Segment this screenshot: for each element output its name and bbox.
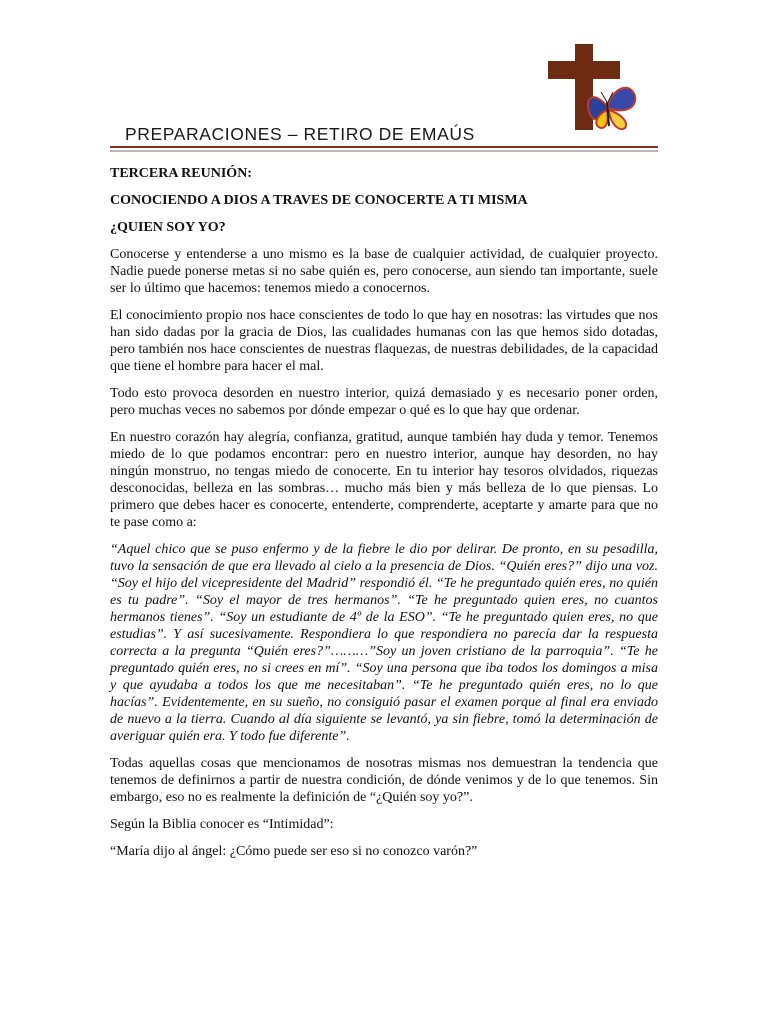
paragraph-1: Conocerse y entenderse a uno mismo es la base de cualquier actividad, de cualquier proyecto. Nadie puede ponerse metas si no sabe quién es, pero conocerse, aun siendo tan importante, suele ser lo último que hacemos: tenemos miedo a conocernos.	[110, 247, 658, 296]
quote-paragraph: “Aquel chico que se puso enfermo y de la fiebre le dio por delirar. De pronto, en su pesadilla, tuvo la sensación de que era llevado al cielo a la presencia de Dios. “Quién eres?” dijo una voz. “Soy el hijo del vicepresidente del Madrid” respondió él. “Te he preguntado quién eres, no quién es tu padre”. “Soy el mayor de tres hermanos”. “Te he preguntado quien eres, no cuantos hermanos tienes”. “Soy un estudiante de 4º de la ESO”. “Te he preguntado quien eres, no que estudias”. Y así sucesivamente. Respondiera lo que respondiera no parecía dar la respuesta correcta a la pregunta “Quién eres?”………”Soy un joven cristiano de la parroquia”. “Te he preguntado quién eres, no si crees en mí”. “Soy una persona que iba todos los domingos a misa y que ayudaba a todos los que me necesitaban”. “Te he preguntado quién eres, no lo que hacías”. Evidentemente, en su sueño, no consiguió pasar el examen porque al final era enviado de nuevo a la tierra. Cuando al día siguiente se levantó, ya sin fiebre, tomó la determinación de averiguar quién era. Y todo fue diferente”.	[110, 542, 658, 744]
page-header-title: PREPARACIONES – RETIRO DE EMAÚS	[125, 124, 475, 144]
section-question: ¿QUIEN SOY YO?	[110, 220, 226, 235]
butterfly-icon	[588, 88, 635, 129]
header-rule-red	[110, 146, 658, 148]
paragraph-3: Todo esto provoca desorden en nuestro interior, quizá demasiado y es necesario poner orden, pero muchas veces no sabemos por dónde empezar o qué es lo que hay que ordenar.	[110, 386, 658, 418]
section-subheading: CONOCIENDO A DIOS A TRAVES DE CONOCERTE A TI MISMA	[110, 193, 528, 208]
section-heading: TERCERA REUNIÓN:	[110, 166, 252, 181]
paragraph-4: En nuestro corazón hay alegría, confianza, gratitud, aunque también hay duda y temor. Tenemos miedo de lo que podamos encontrar: pero en nuestro interior, aunque hay desorden, no hay ningún monstruo, no tengas miedo de conocerte. En tu interior hay tesoros olvidados, riquezas desconocidas, belleza en las sombras… mucho más bien y más belleza de lo que piensas. Lo primero que debes hacer es conocerte, entenderte, comprenderte, aceptarte y amarte para que no te pase como a:	[110, 430, 658, 530]
paragraph-2: El conocimiento propio nos hace conscientes de todo lo que hay en nosotras: las virtudes que nos han sido dadas por la gracia de Dios, las cualidades humanas con las que hemos sido dotadas, pero también nos hace conscientes de nuestras flaquezas, de nuestras debilidades, de la capacidad que tiene el hombre para hacer el mal.	[110, 308, 658, 374]
paragraph-5: Todas aquellas cosas que mencionamos de nosotras mismas nos demuestran la tendencia que tenemos de definirnos a partir de nuestra condición, de dónde venimos y de lo que tenemos. Sin embargo, eso no es realmente la definición de “¿Quién soy yo?”.	[110, 756, 658, 805]
header-rule-gray	[110, 150, 658, 152]
document-body	[110, 165, 658, 870]
paragraph-7: “María dijo al ángel: ¿Cómo puede ser eso si no conozco varón?”	[110, 844, 478, 859]
logo	[545, 40, 645, 132]
paragraph-6: Según la Biblia conocer es “Intimidad”:	[110, 817, 334, 832]
